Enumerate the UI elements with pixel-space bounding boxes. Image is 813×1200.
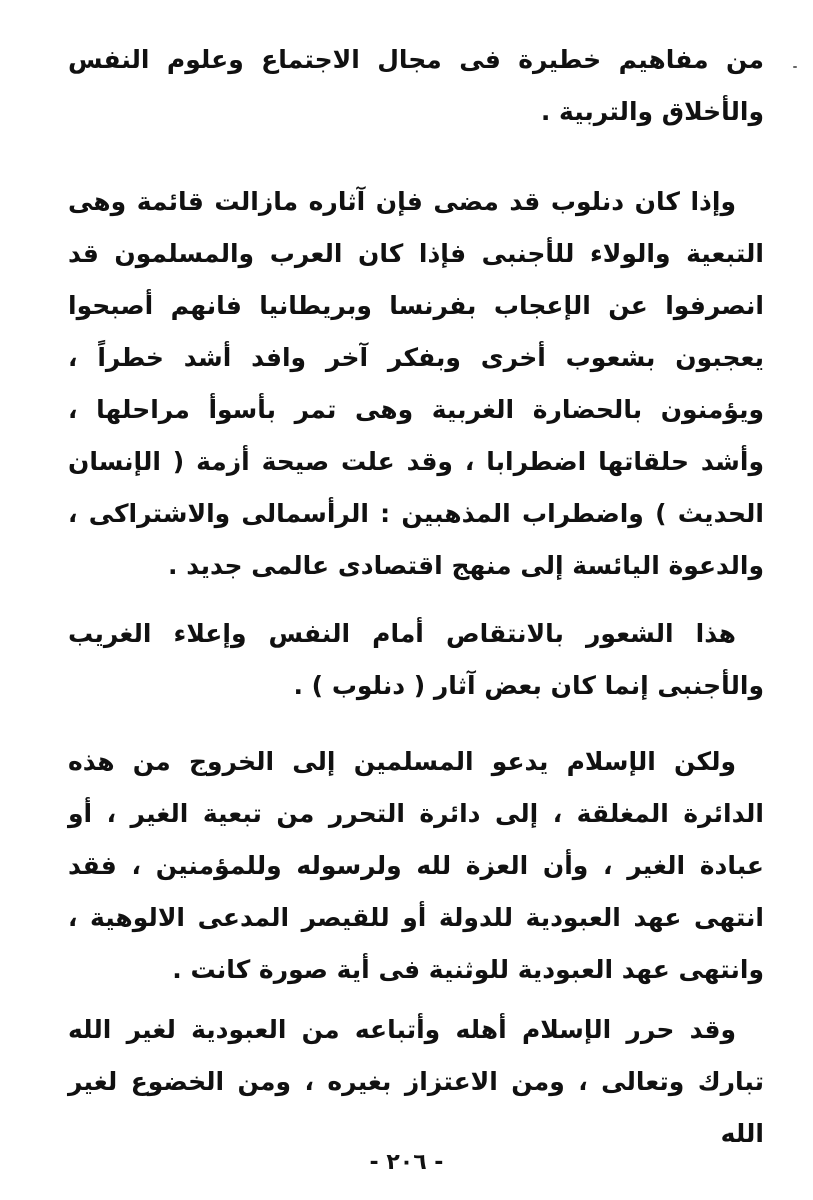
paragraph-text: وقد حرر الإسلام أهله وأتباعه من العبودية لغير الله تبارك وتعالى ، ومن الاعتزاز بغيره ، ومن الخضوع لغير الله: [68, 1015, 764, 1148]
page-number: - ٢٠٦ -: [369, 1150, 444, 1175]
paragraph-continuation: [68, 34, 764, 138]
paragraph-text: هذا الشعور بالانتقاص أمام النفس وإعلاء الغريب والأجنبى إنما كان بعض آثار ( دنلوب ) .: [68, 619, 764, 700]
paragraph-freedom-from-servitude: [68, 1004, 764, 1160]
paragraph-islam-liberation: [68, 736, 764, 996]
paragraph-inferiority-feeling: [68, 608, 764, 712]
paragraph-dunlop-influence: [68, 176, 764, 592]
scan-speck: [793, 66, 797, 68]
paragraph-text: ولكن الإسلام يدعو المسلمين إلى الخروج من هذه الدائرة المغلقة ، إلى دائرة التحرر من تبعية الغير ، أو عبادة الغير ، وأن العزة لله ولرسوله وللمؤمنين ، فقد انتهى عهد العبودية للدولة أو للقيصر المدعى الالوهية ، وانتهى عهد العبودية للوثنية فى أية صورة كانت .: [68, 747, 764, 984]
paragraph-text: من مفاهيم خطيرة فى مجال الاجتماع وعلوم النفس والأخلاق والتربية .: [68, 45, 764, 126]
paragraph-text: وإذا كان دنلوب قد مضى فإن آثاره مازالت قائمة وهى التبعية والولاء للأجنبى فإذا كان العرب والمسلمون قد انصرفوا عن الإعجاب بفرنسا وبريطانيا فانهم أصبحوا يعجبون بشعوب أخرى وبفكر آخر وافد أشد خطراً ، ويؤمنون بالحضارة الغربية وهى تمر بأسوأ مراحلها ، وأشد حلقاتها اضطرابا ، وقد علت صيحة أزمة ( الإنسان الحديث ) واضطراب المذهبين : الرأسمالى والاشتراكى ، والدعوة اليائسة إلى منهج اقتصادى عالمى جديد .: [68, 187, 764, 580]
